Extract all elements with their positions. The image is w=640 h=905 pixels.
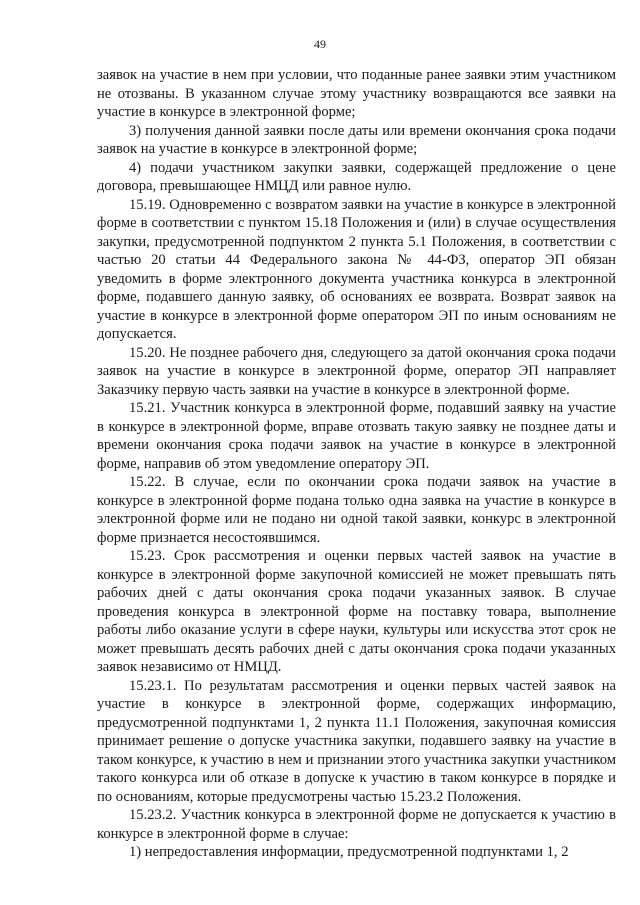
paragraph-continuation: заявок на участие в нем при условии, что поданные ранее заявки этим участником не отозваны. В указанном случае этому участнику возвращаются все заявки на участие в конкурсе в электронной форме;: [97, 67, 616, 120]
paragraph-15-23: 15.23. Срок рассмотрения и оценки первых частей заявок на участие в конкурсе в электронной форме закупочной комиссией не может превышать пять рабочих дней с даты окончания срока подачи указанных заявок. В случае проведения конкурса в электронной форме на поставку товара, выполнение работы либо оказание услуги в сфере науки, культуры или искусства этот срок не может превышать десять рабочих дней с даты окончания срока подачи указанных заявок независимо от НМЦД.: [97, 548, 616, 675]
document-body: [97, 66, 616, 862]
paragraph-item-4: 4) подачи участником закупки заявки, содержащей предложение о цене договора, превышающее НМЦД или равное нулю.: [97, 159, 616, 194]
paragraph-item-3: 3) получения данной заявки после даты или времени окончания срока подачи заявок на участие в конкурсе в электронной форме;: [97, 122, 616, 157]
paragraph-15-22: 15.22. В случае, если по окончании срока подачи заявок на участие в конкурсе в электронной форме подана только одна заявка на участие в конкурсе в электронной форме или не подано ни одной такой заявки, конкурс в электронной форме признается несостоявшимся.: [97, 474, 616, 546]
paragraph-15-21: 15.21. Участник конкурса в электронной форме, подавший заявку на участие в конкурсе в электронной форме, вправе отозвать такую заявку не позднее даты и времени окончания срока подачи заявок на участие в конкурсе в электронной форме, направив об этом уведомление оператору ЭП.: [97, 400, 616, 472]
paragraph-15-19: 15.19. Одновременно с возвратом заявки на участие в конкурсе в электронной форме в соответствии с пунктом 15.18 Положения и (или) в случае осуществления закупки, предусмотренной подпунктом 2 пункта 5.1 Положения, в соответствии с частью 20 статьи 44 Федерального закона № 44-ФЗ, оператор ЭП обязан уведомить в форме электронного документа участника конкурса в электронной форме, подавшего данную заявку, об основаниях ее возврата. Возврат заявок на участие в конкурсе в электронной форме оператором ЭП по иным основаниям не допускается.: [97, 196, 616, 342]
paragraph-item-1: 1) непредоставления информации, предусмотренной подпунктами 1, 2: [129, 844, 569, 860]
paragraph-15-20: 15.20. Не позднее рабочего дня, следующего за датой окончания срока подачи заявок на участие в конкурсе в электронной форме, оператор ЭП направляет Заказчику первую часть заявки на участие в конкурсе в электронной форме.: [97, 344, 616, 398]
paragraph-15-23-2: 15.23.2. Участник конкурса в электронной форме не допускается к участию в конкурсе в электронной форме в случае:: [97, 807, 616, 842]
paragraph-15-23-1: 15.23.1. По результатам рассмотрения и оценки первых частей заявок на участие в конкурсе в электронной форме, содержащих информацию, предусмотренной подпунктами 1, 2 пункта 11.1 Положения, закупочная комиссия принимает решение о допуске участника закупки, подавшего заявку на участие в таком конкурсе, к участию в нем и признании этого участника закупки участником такого конкурса или об отказе в допуске к участию в таком конкурсе в порядке и по основаниям, которые предусмотрены частью 15.23.2 Положения.: [97, 677, 616, 805]
page-number: 49: [314, 37, 326, 51]
